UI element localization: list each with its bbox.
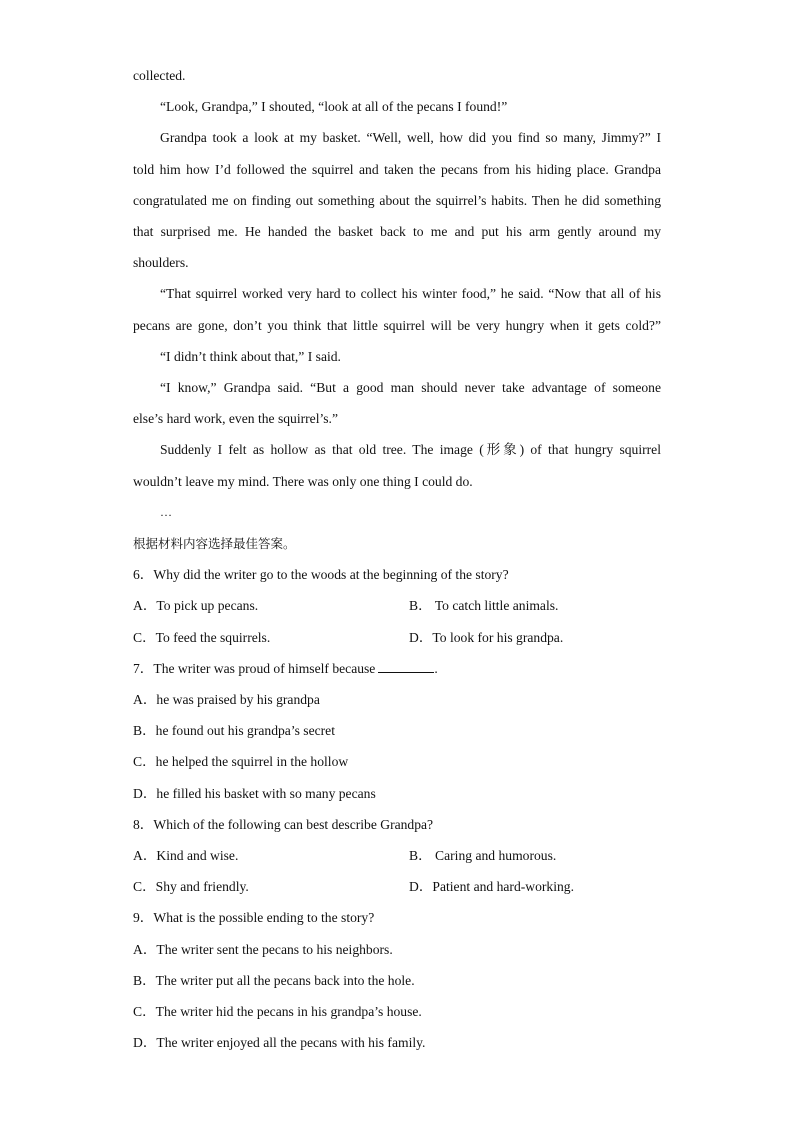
question-stem-text: 7．The writer was proud of himself because — [133, 660, 376, 676]
story-line: wouldn’t leave my mind. There was only one thing I could do. — [133, 473, 473, 489]
option-a: A．The writer sent the pecans to his neighbors. — [133, 941, 393, 957]
story-line: “That squirrel worked very hard to collect his winter food,” he said. “Now that all of his — [160, 286, 661, 302]
story-passage — [133, 60, 661, 1059]
story-line: Grandpa took a look at my basket. “Well, well, how did you find so many, Jimmy?” I — [160, 130, 661, 146]
options-row — [133, 840, 661, 871]
question-stem: 9．What is the possible ending to the story? — [133, 910, 375, 926]
options-row — [133, 622, 661, 653]
story-line: “I didn’t think about that,” I said. — [160, 348, 341, 364]
story-lines — [133, 60, 661, 497]
story-line: else’s hard work, even the squirrel’s.” — [133, 411, 338, 427]
question-8 — [133, 809, 661, 903]
story-line: that surprised me. He handed the basket back to me and put his arm gently around my — [133, 224, 661, 240]
story-line: collected. — [133, 68, 186, 83]
option-b: B． To catch little animals. — [409, 598, 559, 614]
question-stem: 6．Why did the writer go to the woods at the beginning of the story? — [133, 567, 509, 583]
question-stem: 8．Which of the following can best describe Grandpa? — [133, 816, 434, 832]
option-b: B．he found out his grandpa’s secret — [133, 723, 335, 739]
options-row — [133, 871, 661, 902]
story-line: told him how I’d followed the squirrel and taken the pecans from his hiding place. Grandpa — [133, 161, 661, 177]
question-stem-end: . — [434, 660, 438, 676]
answer-blank — [378, 660, 434, 673]
option-b: B．The writer put all the pecans back into the hole. — [133, 972, 415, 988]
option-c: C．The writer hid the pecans in his grandpa’s house. — [133, 1004, 422, 1020]
story-line: Suddenly I felt as hollow as that old tree. The image (形象) of that hungry squirrel — [160, 442, 661, 458]
question-9 — [133, 902, 661, 1058]
option-c: C．he helped the squirrel in the hollow — [133, 754, 349, 770]
story-line: “Look, Grandpa,” I shouted, “look at all of the pecans I found!” — [160, 99, 508, 115]
option-d: D．he filled his basket with so many pecans — [133, 785, 376, 801]
story-line: congratulated me on finding out something about the squirrel’s habits. Then he did something — [133, 192, 661, 208]
instruction-text: 根据材料内容选择最佳答案。 — [133, 536, 296, 552]
question-stem — [133, 653, 661, 684]
option-d: D．To look for his grandpa. — [409, 629, 564, 645]
story-line: pecans are gone, don’t you think that little squirrel will be very hungry when it gets cold?” — [133, 317, 661, 333]
option-d: D．The writer enjoyed all the pecans with his family. — [133, 1035, 426, 1051]
option-a: A．To pick up pecans. — [133, 598, 259, 614]
option-a: A．Kind and wise. — [133, 848, 239, 864]
options-row — [133, 590, 661, 621]
option-c: C．Shy and friendly. — [133, 879, 249, 895]
story-ellipsis: … — [160, 504, 172, 519]
story-line: “I know,” Grandpa said. “But a good man should never take advantage of someone — [160, 380, 661, 396]
option-c: C．To feed the squirrels. — [133, 629, 271, 645]
option-d: D．Patient and hard-working. — [409, 879, 574, 895]
option-b: B． Caring and humorous. — [409, 848, 557, 864]
question-7 — [133, 653, 661, 809]
option-a: A．he was praised by his grandpa — [133, 692, 320, 708]
question-6 — [133, 559, 661, 653]
story-line: shoulders. — [133, 255, 189, 271]
